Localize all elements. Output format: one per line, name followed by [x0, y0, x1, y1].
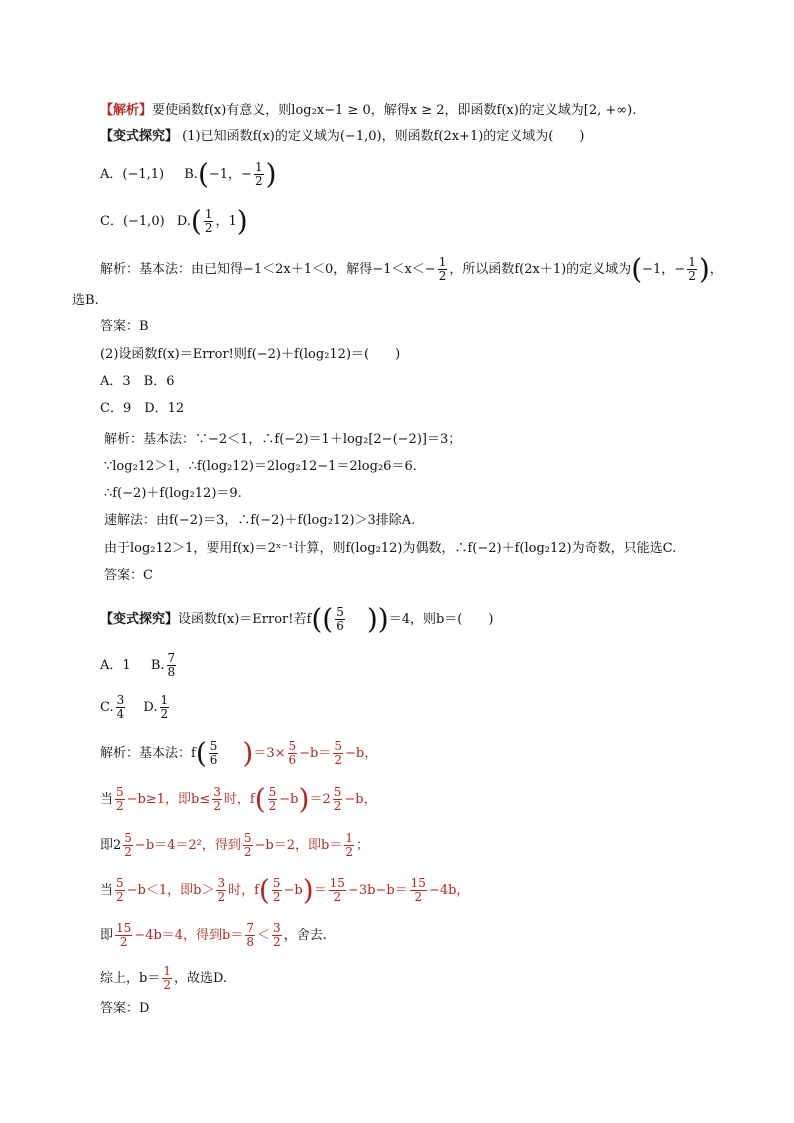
variant1-solution-line2: 选B. — [72, 293, 99, 308]
v2-s2-frac3: $\frac{5}{2}$ — [268, 785, 277, 813]
v2-option-b-fraction: $\frac{7}{8}$ — [167, 651, 176, 679]
solution-text-b: ，所以函数f(2x＋1)的定义域为 — [449, 262, 632, 277]
v2-option-d-fraction: $\frac{1}{2}$ — [160, 693, 169, 721]
v2-s1-frac2: $\frac{5}{6}$ — [288, 739, 297, 767]
v2-option-b: B. — [150, 658, 165, 673]
variant1-question — [100, 128, 584, 146]
v2-answer: 答案：D — [100, 1001, 150, 1016]
solution-fraction-2: $\frac{1}{2}$ — [688, 255, 696, 283]
variant1-text: (1)已知函数f(x)的定义域为(−1,0)，则函数f(2x+1)的定义域为( ) — [182, 129, 585, 144]
v2-s2-d: −b — [279, 792, 299, 807]
v2-s4-c: 时，f — [228, 883, 259, 898]
variant1-solution-line1: 解析：基本法：由已知得−1＜2x＋1＜0，解得−1＜x＜− $\frac{1}{2}$ ，所以函数f(2x＋1)的定义域为(−1，− $\frac{1}{2}$ )， — [100, 252, 723, 286]
variant-tag: 【变式探究】 — [100, 129, 179, 144]
option-c: C．(−1,0) — [100, 214, 165, 229]
v2-solution-4: 当 $\frac{5}{2}$ −b＜1，即b＞ $\frac{3}{2}$ 时，f( $\frac{5}{2}$ −b)＝ $\frac{15}{2}$ −3b−b＝ $\frac{15}{2}$ −4b， — [100, 873, 470, 907]
v2-option-d: D. — [143, 700, 158, 715]
q2-answer: 答案：C — [104, 568, 153, 583]
v2-option-a: A．1 — [100, 658, 131, 673]
v2-s3-frac1: $\frac{5}{2}$ — [124, 831, 132, 859]
option-a: A．(−1,1) — [100, 167, 165, 182]
v2-s1-c: −b＝ — [299, 746, 332, 761]
q2-text: (2)设函数f(x)＝Error!则f(−2)＋f(log₂12)＝( ) — [100, 347, 401, 362]
analysis-text: 要使函数f(x)有意义，则log₂x−1 ≥ 0，解得x ≥ 2，即函数f(x)的定义域为[2, +∞). — [152, 103, 637, 118]
v2-s5-frac3: $\frac{3}{2}$ — [273, 921, 281, 949]
v2-solution-6 — [100, 965, 227, 992]
option-b-fraction: $\frac{1}{2}$ — [254, 160, 263, 188]
option-b-prefix: B. — [184, 167, 198, 182]
v2-s3-a: 即2 — [100, 838, 122, 853]
q2-solution-2: ∵log₂12＞1，∴f(log₂12)＝2log₂12−1＝2log₂6＝6. — [104, 459, 417, 474]
v2-s4-d: −b — [283, 883, 303, 898]
v2-s4-frac4: $\frac{15}{2}$ — [329, 876, 345, 904]
v2-s3-frac3: $\frac{1}{2}$ — [345, 831, 353, 859]
v2-s1-frac1: $\frac{5}{6}$ — [209, 739, 218, 767]
v2-option-c-fraction: $\frac{3}{4}$ — [116, 693, 125, 721]
solution-text-c: −1，− — [642, 262, 686, 277]
option-d-right: ，1 — [215, 214, 237, 229]
variant2-question: 【变式探究】设函数f(x)＝Error!若f(( $\frac{5}{6}$ ))＝4，则b＝( ) — [100, 602, 494, 636]
v2-s4-a: 当 — [100, 883, 114, 898]
v2-solution-2: 当 $\frac{5}{2}$ −b≥1，即b≤ $\frac{3}{2}$ 时，f( $\frac{5}{2}$ −b)＝2 $\frac{5}{2}$ −b， — [100, 782, 377, 816]
variant2-text-b: ＝4，则b＝( ) — [388, 612, 494, 627]
v2-s5-d: ，舍去. — [283, 928, 327, 943]
q2-solution-4: 速解法：由f(−2)＝3，∴f(−2)＋f(log₂12)＞3排除A. — [104, 513, 416, 528]
v2-s2-e: ＝2 — [309, 792, 331, 807]
v2-s3-frac2: $\frac{5}{2}$ — [243, 831, 252, 859]
variant1-options-cd: C．(−1,0) D.( $\frac{1}{2}$ ，1) — [100, 204, 248, 238]
v2-s2-a: 当 — [100, 792, 114, 807]
v2-solution-3 — [100, 832, 369, 859]
q2-solution-3: ∴f(−2)＋f(log₂12)＝9. — [104, 486, 242, 501]
solution-text-a: 解析：基本法：由已知得−1＜2x＋1＜0，解得−1＜x＜− — [100, 262, 436, 277]
v2-s5-b: −4b＝4，得到b＝ — [134, 928, 244, 943]
variant2-tag: 【变式探究】 — [100, 612, 179, 627]
v2-s1-frac3: $\frac{5}{2}$ — [334, 739, 342, 767]
variant2-options-ab — [100, 652, 178, 679]
q2-solution-5: 由于log₂12＞1，要用f(x)＝2ˣ⁻¹计算，则f(log₂12)为偶数，∴f(−2)＋f(log₂12)为奇数，只能选C. — [104, 541, 677, 556]
v2-s2-c: 时，f — [223, 792, 255, 807]
solution-fraction-1: $\frac{1}{2}$ — [438, 255, 447, 283]
v2-s3-b: −b＝4＝2²，得到 — [134, 838, 241, 853]
q2-solution-1: 解析：基本法：∵−2＜1，∴f(−2)＝1＋log₂[2−(−2)]＝3； — [104, 432, 462, 447]
v2-s1-a: 解析：基本法：f — [100, 746, 196, 761]
variant2-fraction: $\frac{5}{6}$ — [336, 605, 344, 633]
v2-s5-frac2: $\frac{7}{8}$ — [246, 921, 255, 949]
v2-s4-frac2: $\frac{3}{2}$ — [217, 876, 226, 904]
v2-s6-a: 综上，b＝ — [100, 971, 161, 986]
option-d-prefix: D. — [176, 214, 191, 229]
v2-s3-d: ； — [355, 838, 369, 853]
q2-options-cd: C．9 D．12 — [100, 401, 185, 416]
v2-s4-frac3: $\frac{5}{2}$ — [272, 876, 281, 904]
q2-options-ab: A．3 B．6 — [100, 374, 175, 389]
v2-option-c: C. — [100, 700, 114, 715]
v2-solution-5 — [100, 922, 327, 949]
analysis-tag: 【解析】 — [100, 103, 153, 118]
v2-s4-e: ＝ — [313, 883, 327, 898]
v2-solution-1: 解析：基本法：f( $\frac{5}{6}$ )＝3× $\frac{5}{6}$ −b＝ $\frac{5}{2}$ −b， — [100, 736, 378, 770]
v2-s5-a: 即 — [100, 928, 114, 943]
v2-s1-d: −b， — [345, 746, 378, 761]
v2-s4-frac1: $\frac{5}{2}$ — [116, 876, 124, 904]
v2-s5-frac1: $\frac{15}{2}$ — [116, 921, 132, 949]
option-b-left: −1，− — [208, 167, 252, 182]
variant2-text-a: 设函数f(x)＝Error!若f — [178, 612, 312, 627]
header-line — [100, 102, 636, 120]
v2-s6-b: ，故选D. — [173, 971, 228, 986]
v2-s3-c: −b＝2，即b＝ — [254, 838, 343, 853]
v2-s4-b: −b＜1，即b＞ — [126, 883, 215, 898]
v2-s2-frac4: $\frac{5}{2}$ — [333, 785, 342, 813]
variant1-answer: 答案：B — [100, 319, 149, 334]
v2-s2-f: −b， — [344, 792, 377, 807]
v2-s2-frac1: $\frac{5}{2}$ — [116, 785, 124, 813]
variant1-options-ab: A．(−1,1) B.(−1，− $\frac{1}{2}$ ) — [100, 157, 277, 191]
v2-s2-b: −b≥1，即b≤ — [126, 792, 211, 807]
variant2-options-cd — [100, 694, 171, 721]
v2-s6-frac: $\frac{1}{2}$ — [163, 964, 171, 992]
v2-s4-f: −3b−b＝ — [347, 883, 408, 898]
v2-s4-frac5: $\frac{15}{2}$ — [410, 876, 426, 904]
v2-s2-frac2: $\frac{3}{2}$ — [213, 785, 221, 813]
v2-s1-b: ＝3× — [253, 746, 286, 761]
v2-s4-g: −4b， — [428, 883, 470, 898]
option-d-fraction: $\frac{1}{2}$ — [204, 207, 213, 235]
v2-s5-c: ＜ — [257, 928, 271, 943]
